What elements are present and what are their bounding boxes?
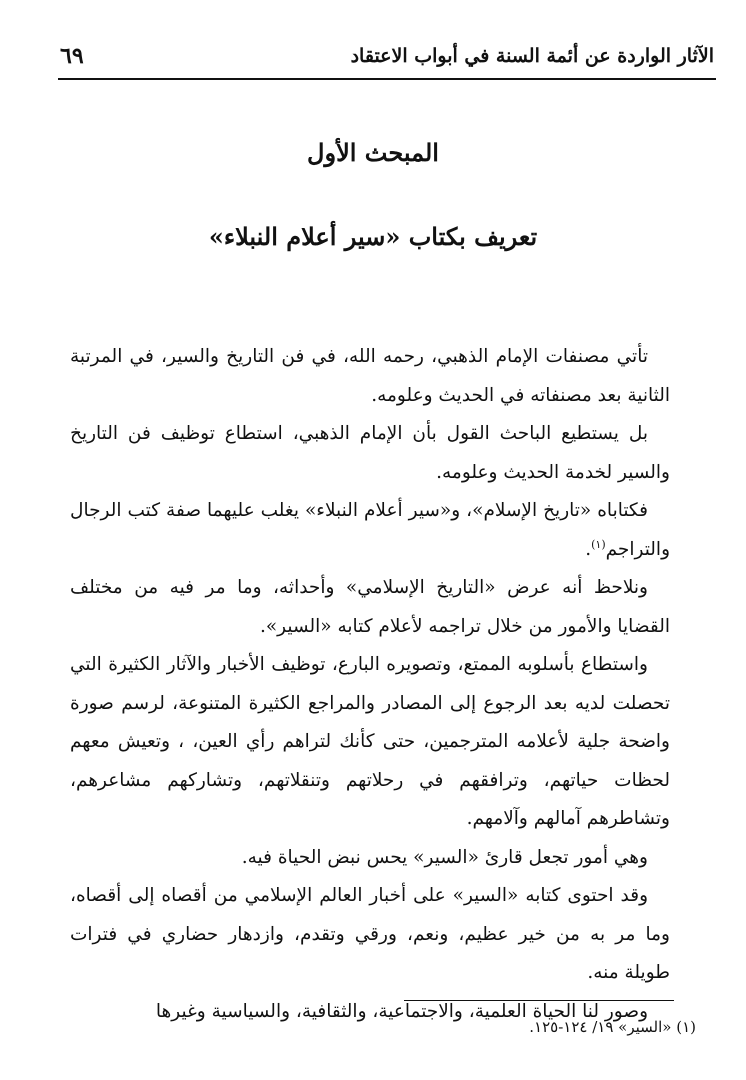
paragraph: ونلاحظ أنه عرض «التاريخ الإسلامي» وأحداثه، وما مر فيه من مختلف القضايا والأمور من خلال تراجمه لأعلام كتابه «السير». <box>70 577 670 637</box>
paragraph: واستطاع بأسلوبه الممتع، وتصويره البارع، توظيف الأخبار والآثار الكثيرة التي تحصلت لديه بعد الرجوع إلى المصادر والمراجع الكثيرة المتنوعة، لرسم صورة واضحة جلية لأعلامه المترجمين، حتى كأنك لتراهم رأي العين، ، وتعيش معهم لحظات حياتهم، وترافقهم في رحلاتهم وتنقلاتهم، وتشاركهم مشاعرهم، وتشاطرهم آمالهم وآلامهم. <box>70 654 670 829</box>
paragraph: وصور لنا الحياة العلمية، والاجتماعية، والثقافية، والسياسية وغيرها <box>155 1000 648 1022</box>
paragraph: وهي أمور تجعل قارئ «السير» يحس نبض الحياة فيه. <box>241 846 648 868</box>
footnote-reference[interactable]: (١) <box>591 537 606 551</box>
footnote: (١) «السير» ١٩/ ١٢٤-١٢٥. <box>529 1018 696 1036</box>
paragraph-text: فكتاباه «تاريخ الإسلام»، و«سير أعلام النبلاء» يغلب عليهما صفة كتب الرجال والتراجم <box>70 500 670 560</box>
paragraph: تأتي مصنفات الإمام الذهبي، رحمه الله، في فن التاريخ والسير، في المرتبة الثانية بعد مصنفاته في الحديث وعلومه. <box>70 346 670 406</box>
section-title: تعريف بكتاب «سير أعلام النبلاء» <box>208 222 538 251</box>
page-number: ٦٩ <box>60 43 84 69</box>
section-heading: المبحث الأول <box>307 138 439 167</box>
running-title: الآثار الواردة عن أئمة السنة في أبواب الاعتقاد <box>350 45 714 67</box>
header-rule <box>58 78 716 80</box>
paragraph: وقد احتوى كتابه «السير» على أخبار العالم الإسلامي من أقصاه إلى أقصاه، وما مر به من خير عظيم، ونعم، ورقي وتقدم، وازدهار حضاري في فترات طويلة منه. <box>70 885 670 983</box>
running-header <box>60 38 714 74</box>
paragraph: بل يستطيع الباحث القول بأن الإمام الذهبي، استطاع توظيف فن التاريخ والسير لخدمة الحديث وعلومه. <box>70 423 670 483</box>
paragraph: فكتاباه «تاريخ الإسلام»، و«سير أعلام النبلاء» يغلب عليهما صفة كتب الرجال والتراجم$^{(١)}$. <box>70 500 670 560</box>
body-text <box>70 338 670 1031</box>
footnote-rule <box>404 1000 674 1001</box>
